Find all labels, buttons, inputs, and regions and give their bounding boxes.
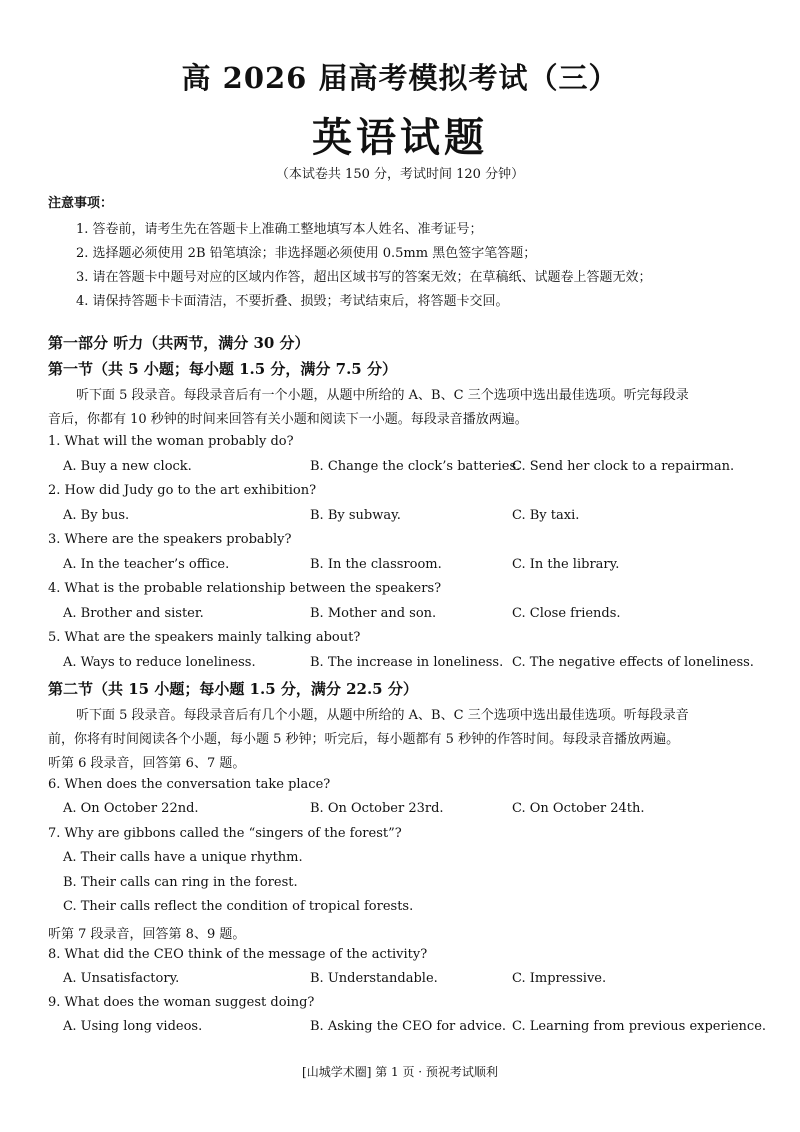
section1-instruction: 听下面 5 段录音。每段录音后有一个小题，从题中所给的 A、B、C 三个选项中选出最佳选项。听完每段录: [76, 388, 689, 403]
notice-item: 3. 请在答题卡中题号对应的区域内作答，超出区域书写的答案无效；在草稿纸、试题卷上答题无效；: [76, 270, 652, 285]
notice-item: 1. 答卷前，请考生先在答题卡上准确工整地填写本人姓名、准考证号；: [76, 222, 483, 237]
option-b: B. Asking the CEO for advice.: [310, 1019, 507, 1034]
question-8: 8. What did the CEO think of the message of the activity?: [48, 947, 428, 962]
option-c: C. Send her clock to a repairman.: [512, 459, 735, 474]
option-a: A. Ways to reduce loneliness.: [63, 655, 256, 670]
section2-heading: 第二节（共 15 小题；每小题 1.5 分，满分 22.5 分）: [48, 680, 418, 698]
exam-duration-note: （本试卷共 150 分，考试时间 120 分钟）: [275, 167, 525, 182]
question-4: 4. What is the probable relationship between the speakers?: [48, 581, 442, 596]
section2-instruction: 听下面 5 段录音。每段录音后有几个小题，从题中所给的 A、B、C 三个选项中选出最佳选项。听每段录音: [76, 708, 689, 723]
part1-heading: 第一部分 听力（共两节，满分 30 分）: [48, 334, 310, 352]
option-c: C. On October 24th.: [512, 801, 645, 816]
option-a: A. By bus.: [63, 508, 130, 523]
option-b: B. In the classroom.: [310, 557, 442, 572]
question-5: 5. What are the speakers mainly talking about?: [48, 630, 361, 645]
option-a: A. Buy a new clock.: [63, 459, 192, 474]
option-b: B. The increase in loneliness.: [310, 655, 504, 670]
option-b: B. Mother and son.: [310, 606, 437, 621]
option-a: A. Brother and sister.: [63, 606, 204, 621]
question-7: 7. Why are gibbons called the “singers of the forest”?: [48, 826, 402, 841]
option-a: A. On October 22nd.: [63, 801, 199, 816]
option-b: B. Understandable.: [310, 971, 438, 986]
question-3: 3. Where are the speakers probably?: [48, 532, 292, 547]
question-2: 2. How did Judy go to the art exhibition?: [48, 483, 317, 498]
exam-title: 高 2026 届高考模拟考试（三）: [181, 61, 619, 95]
listen-instruction: 听第 6 段录音，回答第 6、7 题。: [48, 756, 246, 771]
option-b: B. By subway.: [310, 508, 401, 523]
listen-instruction: 听第 7 段录音，回答第 8、9 题。: [48, 927, 246, 942]
option-b: B. Change the clock’s batteries.: [310, 459, 521, 474]
question-1: 1. What will the woman probably do?: [48, 434, 294, 449]
option-b: B. On October 23rd.: [310, 801, 444, 816]
section1-heading: 第一节（共 5 小题；每小题 1.5 分，满分 7.5 分）: [48, 360, 397, 378]
option-a: A. In the teacher’s office.: [63, 557, 230, 572]
option-a: A. Their calls have a unique rhythm.: [63, 850, 303, 865]
subject-title: 英语试题: [312, 114, 488, 161]
option-c: C. Their calls reflect the condition of tropical forests.: [63, 899, 414, 914]
notice-item: 4. 请保持答题卡卡面清洁，不要折叠、损毁；考试结束后，将答题卡交回。: [76, 294, 509, 309]
page-footer: [山城学术圈] 第 1 页 · 预祝考试顺利: [302, 1065, 498, 1079]
option-a: A. Using long videos.: [63, 1019, 203, 1034]
option-c: C. By taxi.: [512, 508, 580, 523]
option-b: B. Their calls can ring in the forest.: [63, 875, 298, 890]
option-c: C. Close friends.: [512, 606, 621, 621]
notice-item: 2. 选择题必须使用 2B 铅笔填涂；非选择题必须使用 0.5mm 黑色签字笔答题；: [76, 246, 537, 261]
option-c: C. Impressive.: [512, 971, 607, 986]
question-6: 6. When does the conversation take place?: [48, 777, 331, 792]
section1-instruction: 音后，你都有 10 秒钟的时间来回答有关小题和阅读下一小题。每段录音播放两遍。: [48, 412, 528, 427]
section2-instruction: 前，你将有时间阅读各个小题，每小题 5 秒钟；听完后，每小题都有 5 秒钟的作答时间。每段录音播放两遍。: [48, 732, 680, 747]
option-a: A. Unsatisfactory.: [63, 971, 180, 986]
question-9: 9. What does the woman suggest doing?: [48, 995, 315, 1010]
option-c: C. In the library.: [512, 557, 620, 572]
option-c: C. The negative effects of loneliness.: [512, 655, 754, 670]
notice-heading: 注意事项：: [48, 196, 114, 211]
option-c: C. Learning from previous experience.: [512, 1019, 767, 1034]
